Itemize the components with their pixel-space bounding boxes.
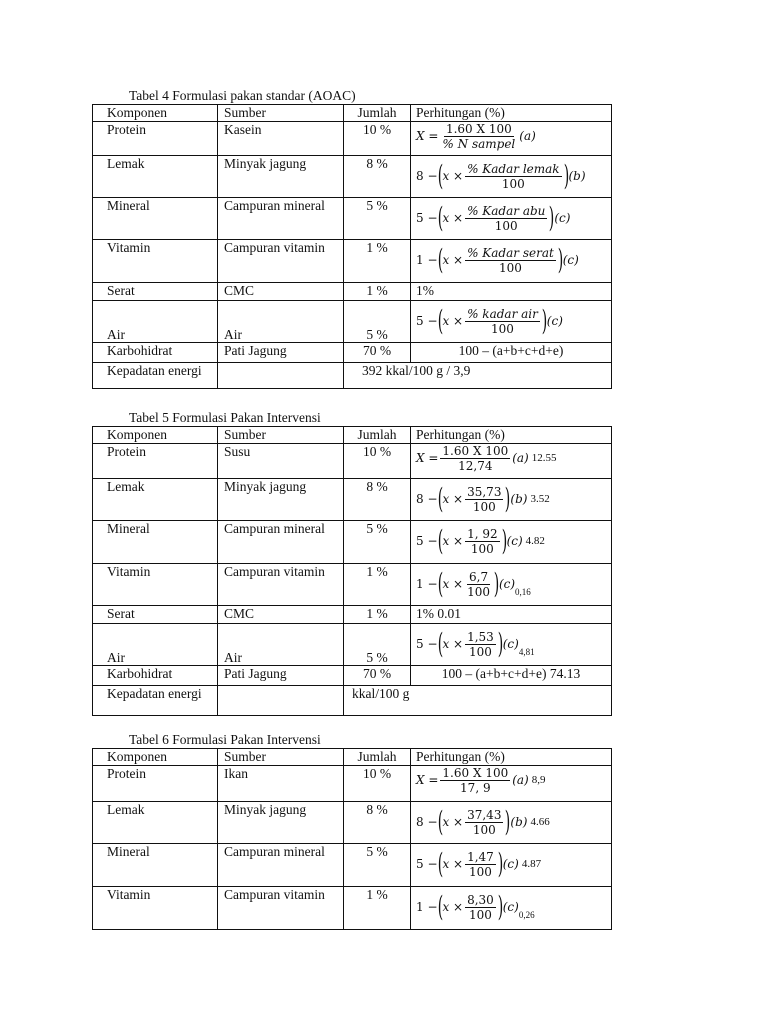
formula-lead: X =: [416, 773, 439, 787]
cell-formula: [411, 444, 612, 479]
header-perhitungan: Perhitungan (%): [411, 749, 612, 766]
cell-komponen: Vitamin: [93, 887, 218, 930]
table5: [92, 426, 612, 716]
cell-sumber: Campuran mineral: [218, 198, 344, 240]
formula-denominator: 100: [469, 644, 492, 659]
cell-sumber: Minyak jagung: [218, 156, 344, 198]
cell-sumber: Campuran mineral: [218, 844, 344, 887]
cell-empty: [218, 363, 344, 389]
cell-komponen: Karbohidrat: [93, 343, 218, 363]
table-row-energy: [93, 363, 612, 389]
formula-tail: (c): [498, 576, 516, 591]
cell-komponen: Lemak: [93, 802, 218, 844]
cell-sumber: Minyak jagung: [218, 479, 344, 521]
formula-lead: 1 −: [416, 576, 438, 591]
cell-komponen: Serat: [93, 606, 218, 624]
formula-denominator: 100: [491, 321, 514, 336]
cell-energy-label: Kepadatan energi: [93, 363, 218, 389]
cell-komponen: Mineral: [93, 521, 218, 564]
formula-denominator: 100: [501, 176, 525, 191]
formula-result: 3.52: [530, 492, 550, 505]
table-row: [93, 766, 612, 802]
cell-formula: 5 − ( x × $\frac{1, 92}{100}$ ) (c) 4.82: [411, 521, 612, 564]
cell-komponen: Protein: [93, 444, 218, 479]
formula-denominator: 100: [469, 907, 492, 922]
formula-numerator: 1, 92: [467, 526, 498, 541]
table-row: [93, 240, 612, 283]
formula-tail: (c): [502, 899, 519, 914]
formula-numerator: 1.60 X 100: [442, 766, 509, 780]
cell-formula: 1 − ( x × $\frac{6,7}{100}$ ) (c) 0,16: [411, 564, 612, 606]
cell-jumlah: 1 %: [344, 606, 411, 624]
cell-formula-text: 1%: [411, 283, 612, 301]
table-row: [93, 343, 612, 363]
cell-formula: 8 − ( x × $\frac{\text{\% Kadar lemak}}{100}$ ) (b): [411, 156, 612, 198]
formula-lead: 5 −: [416, 313, 438, 328]
formula-x-times: x ×: [442, 491, 464, 506]
cell-sumber: Campuran vitamin: [218, 240, 344, 283]
cell-jumlah: 8 %: [344, 479, 411, 521]
formula-tail: (c): [502, 856, 519, 871]
formula-x-times: x ×: [442, 899, 464, 914]
cell-sumber: Pati Jagung: [218, 666, 344, 686]
formula-numerator: 1,53: [467, 629, 494, 644]
formula-numerator: 35,73: [467, 484, 502, 499]
cell-sumber: Ikan: [218, 766, 344, 802]
formula-result: 4,81: [518, 647, 535, 657]
cell-jumlah: 70 %: [344, 343, 411, 363]
cell-jumlah: 5 %: [344, 624, 411, 666]
formula-denominator: 100: [467, 584, 490, 599]
formula-tail: (c): [562, 252, 579, 267]
table-row: [93, 122, 612, 156]
formula-denominator: 100: [498, 260, 522, 275]
cell-jumlah: 10 %: [344, 766, 411, 802]
table6: [92, 748, 612, 930]
formula-result: 4.87: [521, 857, 542, 870]
formula-lead: 8 −: [416, 491, 438, 506]
cell-jumlah: 1 %: [344, 283, 411, 301]
formula-denominator: 100: [494, 218, 518, 233]
formula-tail: (c): [506, 533, 523, 548]
table-header-row: [93, 105, 612, 122]
formula-denominator: % N sampel: [442, 137, 516, 151]
cell-sumber: Air: [218, 301, 344, 343]
cell-formula: 8 − ( x × $\frac{37,43}{100}$ ) (b) 4.66: [411, 802, 612, 844]
cell-sumber: Air: [218, 624, 344, 666]
formula-x-times: x ×: [442, 814, 464, 829]
formula-tail: (a): [512, 773, 529, 787]
cell-sumber: Campuran mineral: [218, 521, 344, 564]
table-row-energy: [93, 686, 612, 716]
cell-komponen: Mineral: [93, 844, 218, 887]
cell-energy-value: 392 kkal/100 g / 3,9: [344, 363, 612, 389]
cell-jumlah: 5 %: [344, 301, 411, 343]
table-row: [93, 444, 612, 479]
cell-jumlah: 5 %: [344, 198, 411, 240]
table-row: [93, 564, 612, 606]
formula-tail: (c): [546, 313, 563, 328]
cell-formula: 1 − ( x × $\frac{\text{\% Kadar serat}}{100}$ ) (c): [411, 240, 612, 283]
cell-formula: 5 − ( x × $\frac{1,53}{100}$ ) (c) 4,81: [411, 624, 612, 666]
cell-formula: 1 − ( x × $\frac{8,30}{100}$ ) (c) 0,26: [411, 887, 612, 930]
cell-komponen: Karbohidrat: [93, 666, 218, 686]
formula-tail: (c): [554, 210, 571, 225]
cell-komponen: Mineral: [93, 198, 218, 240]
cell-formula: 5 − ( x × $\frac{\text{\% kadar air}}{100}$ ) (c): [411, 301, 612, 343]
table4: [92, 104, 612, 389]
formula-numerator: % kadar air: [467, 306, 538, 321]
cell-jumlah: 1 %: [344, 887, 411, 930]
formula-tail: (a): [512, 451, 529, 465]
formula-lead: 5 −: [416, 210, 438, 225]
cell-komponen: Air: [93, 301, 218, 343]
cell-jumlah: 10 %: [344, 122, 411, 156]
formula-tail: (b): [510, 491, 528, 506]
header-perhitungan: Perhitungan (%): [411, 105, 612, 122]
header-jumlah: Jumlah: [344, 427, 411, 444]
formula-denominator: 100: [472, 499, 496, 514]
cell-sumber: Campuran vitamin: [218, 564, 344, 606]
cell-formula: 8 − ( x × $\frac{35,73}{100}$ ) (b) 3.52: [411, 479, 612, 521]
formula-x-times: x ×: [442, 313, 464, 328]
header-jumlah: Jumlah: [344, 749, 411, 766]
cell-jumlah: 70 %: [344, 666, 411, 686]
formula-lead: 8 −: [416, 168, 438, 183]
header-perhitungan: Perhitungan (%): [411, 427, 612, 444]
cell-komponen: Lemak: [93, 156, 218, 198]
formula-tail: (b): [510, 814, 528, 829]
cell-jumlah: 5 %: [344, 844, 411, 887]
table-row: [93, 156, 612, 198]
header-jumlah: Jumlah: [344, 105, 411, 122]
cell-komponen: Protein: [93, 122, 218, 156]
table-row: [93, 606, 612, 624]
formula-lead: X =: [416, 451, 439, 465]
cell-formula: 5 − ( x × $\frac{1,47}{100}$ ) (c) 4.87: [411, 844, 612, 887]
cell-komponen: Air: [93, 624, 218, 666]
formula-numerator: % Kadar serat: [467, 245, 554, 260]
formula-numerator: 8,30: [467, 892, 494, 907]
formula-denominator: 12,74: [458, 459, 493, 473]
table-row: [93, 844, 612, 887]
cell-sumber: CMC: [218, 606, 344, 624]
formula-tail: (c): [502, 636, 519, 651]
cell-sumber: Kasein: [218, 122, 344, 156]
table-row: [93, 479, 612, 521]
cell-formula-text: 1% 0.01: [411, 606, 612, 624]
cell-jumlah: 8 %: [344, 802, 411, 844]
cell-sumber: Susu: [218, 444, 344, 479]
formula-denominator: 100: [469, 864, 492, 879]
header-komponen: Komponen: [93, 105, 218, 122]
formula-x-times: x ×: [442, 210, 464, 225]
formula-x-times: x ×: [442, 576, 464, 591]
formula-x-times: x ×: [442, 636, 464, 651]
cell-jumlah: 10 %: [344, 444, 411, 479]
cell-jumlah: 1 %: [344, 240, 411, 283]
formula-result: 12.55: [531, 452, 557, 464]
header-sumber: Sumber: [218, 105, 344, 122]
cell-jumlah: 8 %: [344, 156, 411, 198]
cell-formula: 5 − ( x × $\frac{\text{\% Kadar abu}}{100}$ ) (c): [411, 198, 612, 240]
formula-numerator: 1.60 X 100: [442, 444, 509, 458]
table-row: [93, 887, 612, 930]
table-row: [93, 521, 612, 564]
formula-result: 0,26: [518, 910, 535, 920]
table-row: [93, 624, 612, 666]
formula-numerator: % Kadar lemak: [467, 161, 560, 176]
table-row: [93, 301, 612, 343]
formula-lead: 5 −: [416, 636, 438, 651]
formula-x-times: x ×: [442, 252, 464, 267]
formula-denominator: 100: [472, 822, 496, 837]
cell-formula-text: 100 – (a+b+c+d+e) 74.13: [411, 666, 612, 686]
formula-tail: (a): [519, 129, 536, 143]
cell-sumber: Campuran vitamin: [218, 887, 344, 930]
table5-caption: Tabel 5 Formulasi Pakan Intervensi: [129, 410, 321, 425]
table6-caption: Tabel 6 Formulasi Pakan Intervensi: [129, 732, 321, 747]
formula-numerator: 6,7: [469, 569, 489, 584]
cell-komponen: Vitamin: [93, 564, 218, 606]
formula-lead: 5 −: [416, 856, 438, 871]
cell-komponen: Protein: [93, 766, 218, 802]
formula-numerator: 1,47: [467, 849, 494, 864]
formula-numerator: 37,43: [467, 807, 502, 822]
formula-denominator: 100: [470, 541, 494, 556]
table-header-row: [93, 749, 612, 766]
formula-result: 4.66: [530, 815, 550, 828]
cell-energy-value: kkal/100 g: [344, 686, 612, 716]
formula-lead: 8 −: [416, 814, 438, 829]
table-header-row: [93, 427, 612, 444]
cell-komponen: Vitamin: [93, 240, 218, 283]
cell-empty: [218, 686, 344, 716]
cell-komponen: Lemak: [93, 479, 218, 521]
table-row: [93, 666, 612, 686]
cell-formula-text: 100 – (a+b+c+d+e): [411, 343, 612, 363]
cell-energy-label: Kepadatan energi: [93, 686, 218, 716]
table4-caption: Tabel 4 Formulasi pakan standar (AOAC): [129, 88, 356, 103]
header-sumber: Sumber: [218, 749, 344, 766]
formula-denominator: 17, 9: [460, 781, 491, 795]
header-sumber: Sumber: [218, 427, 344, 444]
header-komponen: Komponen: [93, 749, 218, 766]
formula-tail: (b): [568, 168, 586, 183]
cell-jumlah: 1 %: [344, 564, 411, 606]
header-komponen: Komponen: [93, 427, 218, 444]
cell-komponen: Serat: [93, 283, 218, 301]
formula-numerator: % Kadar abu: [467, 203, 546, 218]
formula-result: 0,16: [515, 587, 531, 597]
formula-x-times: x ×: [442, 533, 464, 548]
cell-sumber: Minyak jagung: [218, 802, 344, 844]
formula-x-times: x ×: [442, 168, 464, 183]
formula-x-times: x ×: [442, 856, 464, 871]
formula-lead: 1 −: [416, 899, 438, 914]
cell-formula: [411, 122, 612, 156]
formula-result: 8,9: [531, 774, 546, 786]
formula-lead: X =: [416, 129, 439, 143]
cell-sumber: Pati Jagung: [218, 343, 344, 363]
formula-numerator: 1.60 X 100: [445, 122, 512, 136]
cell-formula: [411, 766, 612, 802]
table-row: [93, 283, 612, 301]
table-row: [93, 198, 612, 240]
formula-lead: 5 −: [416, 533, 438, 548]
formula-result: 4.82: [525, 534, 545, 547]
formula-lead: 1 −: [416, 252, 438, 267]
table-row: [93, 802, 612, 844]
cell-sumber: CMC: [218, 283, 344, 301]
cell-jumlah: 5 %: [344, 521, 411, 564]
